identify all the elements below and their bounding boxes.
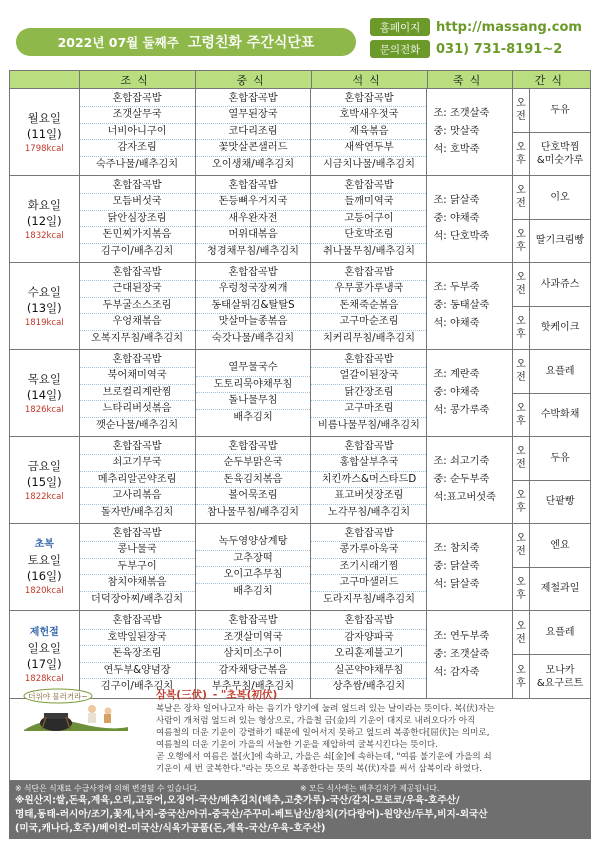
lunch-cell bbox=[196, 437, 312, 523]
snack-time-char: 오 bbox=[516, 141, 526, 153]
menu-item: 열무물국수 bbox=[196, 360, 311, 377]
menu-item: 혼합잡곡밥 bbox=[80, 613, 195, 630]
snack-am: 요플레 bbox=[530, 611, 590, 655]
menu-item: 녹두영양삼계탕 bbox=[196, 534, 311, 551]
menu-item: 혼합잡곡밥 bbox=[311, 526, 426, 543]
day-cell bbox=[10, 350, 80, 436]
snack-time-cell bbox=[513, 89, 530, 175]
day-date: (15일) bbox=[26, 475, 62, 489]
page-header bbox=[10, 12, 590, 68]
snack-time-am bbox=[513, 437, 529, 481]
snack-time-cell bbox=[513, 524, 530, 610]
snack-time-char: 오 bbox=[516, 576, 526, 588]
snack-time-pm bbox=[513, 568, 529, 611]
day-name: 일요일 bbox=[27, 640, 61, 655]
snack-time-char: 오 bbox=[516, 533, 526, 545]
snack-time-cell bbox=[513, 263, 530, 349]
snack-pm: 핫케이크 bbox=[540, 322, 580, 334]
porridge-item: 중: 조갯살죽 bbox=[433, 648, 490, 660]
day-row bbox=[10, 350, 590, 437]
menu-table bbox=[9, 70, 591, 699]
homepage-row bbox=[370, 18, 582, 36]
menu-item: 혼합잡곡밥 bbox=[80, 352, 195, 369]
menu-item: 부추무침/배추김치 bbox=[211, 681, 295, 693]
boknal-section bbox=[9, 683, 591, 781]
boknal-title: 삼복(三伏) - "초복(初伏) bbox=[156, 689, 278, 701]
porridge-cell bbox=[427, 350, 512, 436]
title-prefix: 2022년 07월 둘째주 bbox=[57, 35, 179, 50]
snack-time-char: 오 bbox=[516, 228, 526, 240]
snack-time-char: 전 bbox=[516, 633, 526, 645]
breakfast-cell bbox=[80, 89, 196, 175]
snack-time-am bbox=[513, 524, 529, 568]
col-breakfast: 조식 bbox=[80, 71, 196, 88]
menu-item: 도토리묵야채무침 bbox=[196, 377, 311, 394]
porridge-item: 석: 호박죽 bbox=[433, 144, 480, 155]
day-row bbox=[10, 263, 590, 350]
menu-item: 조갯살무국 bbox=[80, 107, 195, 124]
boknal-line-3: 여름철의 더운 기운이 강렬하기 때문에 일어서지 못하고 엎드려 복종한다[屈伏]는 의미로, bbox=[156, 728, 490, 738]
lunch-cell bbox=[196, 263, 312, 349]
menu-item: 쇠고기무국 bbox=[80, 455, 195, 472]
snack-time-pm bbox=[513, 481, 529, 524]
snack-time-char: 오 bbox=[516, 402, 526, 414]
menu-item: 오리훈제불고기 bbox=[311, 646, 426, 663]
snack-time-am bbox=[513, 611, 529, 655]
breakfast-cell bbox=[80, 263, 196, 349]
menu-item: 닭안심장조림 bbox=[80, 211, 195, 228]
note-kimchi: ※ 모든 식사에는 배추김치가 제공됩니다. bbox=[300, 784, 440, 793]
day-row bbox=[10, 524, 590, 611]
snack-pm: 딸기크림빵 bbox=[535, 235, 585, 247]
snack-am: 사과쥬스 bbox=[530, 263, 590, 307]
porridge-item: 조: 쇠고기죽 bbox=[433, 456, 490, 467]
day-row bbox=[10, 176, 590, 263]
menu-item: 숙갓나물/배추김치 bbox=[211, 332, 295, 344]
snack-time-pm bbox=[513, 220, 529, 263]
day-row bbox=[10, 437, 590, 524]
porridge-item: 석: 콩가루죽 bbox=[433, 405, 490, 416]
menu-item: 브로컬리계란찜 bbox=[80, 385, 195, 402]
menu-item: 혼합잡곡밥 bbox=[80, 439, 195, 456]
menu-item: 취나물무침/배추김치 bbox=[322, 245, 415, 257]
menu-item: 근대된장국 bbox=[80, 281, 195, 298]
menu-item: 메추리알곤약조림 bbox=[80, 472, 195, 489]
snack-time-am bbox=[513, 89, 529, 133]
page-title bbox=[16, 28, 356, 56]
day-date: (11일) bbox=[26, 127, 62, 141]
day-row bbox=[10, 89, 590, 176]
menu-item: 고사리볶음 bbox=[80, 488, 195, 505]
snack-cell bbox=[530, 89, 590, 175]
menu-item: 돈민찌가지볶음 bbox=[80, 227, 195, 244]
menu-item: 북어채미역국 bbox=[80, 368, 195, 385]
menu-item: 혼합잡곡밥 bbox=[311, 439, 426, 456]
day-kcal: 1826kcal bbox=[24, 405, 64, 415]
day-date: (16일) bbox=[26, 569, 62, 583]
day-cell bbox=[10, 437, 80, 523]
day-cell bbox=[10, 524, 80, 610]
day-date: (13일) bbox=[26, 301, 62, 315]
menu-item: 상추쌈/배추김치 bbox=[332, 681, 406, 693]
menu-item: 돈등뼈우거지국 bbox=[196, 194, 311, 211]
menu-item: 돌나물무침 bbox=[196, 393, 311, 410]
menu-item: 감자채당근볶음 bbox=[196, 663, 311, 680]
snack-time-char: 오 bbox=[516, 446, 526, 458]
snack-pm: 수박화채 bbox=[540, 409, 580, 421]
menu-item: 감자양파국 bbox=[311, 630, 426, 647]
day-name: 월요일 bbox=[27, 111, 61, 125]
porridge-item: 중: 야채죽 bbox=[433, 213, 480, 224]
porridge-cell bbox=[427, 176, 512, 262]
menu-item: 우엉채볶음 bbox=[80, 314, 195, 331]
snack-time-char: 전 bbox=[516, 111, 526, 123]
menu-header-row bbox=[10, 71, 590, 89]
menu-item: 순두부맑은국 bbox=[196, 455, 311, 472]
day-name: 화요일 bbox=[27, 198, 61, 212]
porridge-item: 조: 두부죽 bbox=[433, 282, 480, 293]
col-dinner: 석식 bbox=[312, 71, 428, 88]
day-date: (17일) bbox=[26, 656, 62, 671]
porridge-item: 중: 동태살죽 bbox=[433, 300, 490, 311]
menu-item: 표고버섯장조림 bbox=[311, 488, 426, 505]
menu-item: 두부구이 bbox=[80, 559, 195, 576]
menu-item: 실곤약야채무침 bbox=[311, 663, 426, 680]
snack-am: 이오 bbox=[530, 176, 590, 220]
snack-cell bbox=[530, 176, 590, 262]
dinner-cell bbox=[311, 263, 427, 349]
title-main: 고령친화 주간식단표 bbox=[187, 35, 315, 51]
porridge-item: 조: 닭살죽 bbox=[433, 195, 480, 206]
menu-item: 혼합잡곡밥 bbox=[196, 439, 311, 456]
menu-item: 배추김치 bbox=[233, 585, 273, 597]
day-name: 수요일 bbox=[27, 285, 61, 299]
porridge-item: 조: 조갯살죽 bbox=[433, 108, 490, 119]
menu-item: 꽃맛살콘샐러드 bbox=[196, 140, 311, 157]
porridge-item: 조: 계란죽 bbox=[433, 369, 480, 380]
homepage-link[interactable]: http://massang.com bbox=[436, 19, 582, 35]
snack-time-char: 후 bbox=[516, 589, 526, 601]
dinner-cell bbox=[311, 176, 427, 262]
menu-item: 혼합잡곡밥 bbox=[196, 613, 311, 630]
porridge-cell bbox=[427, 437, 512, 523]
menu-item: 조갯살미역국 bbox=[196, 630, 311, 647]
menu-item: 혼합잡곡밥 bbox=[311, 91, 426, 108]
menu-item: 느타리버섯볶음 bbox=[80, 401, 195, 418]
dinner-cell bbox=[311, 437, 427, 523]
menu-item: 혼합잡곡밥 bbox=[311, 613, 426, 630]
snack-time-am bbox=[513, 263, 529, 307]
col-lunch: 중식 bbox=[196, 71, 312, 88]
menu-item: 삼치미소구이 bbox=[196, 646, 311, 663]
menu-item: 혼합잡곡밥 bbox=[311, 352, 426, 369]
porridge-item: 석: 닭살죽 bbox=[433, 579, 480, 590]
snack-am: 두유 bbox=[530, 89, 590, 133]
menu-item: 혼합잡곡밥 bbox=[80, 91, 195, 108]
menu-item: 호박새우젓국 bbox=[311, 107, 426, 124]
day-kcal: 1819kcal bbox=[24, 318, 64, 328]
snack-pm: 단호박찜 &미숫가루 bbox=[536, 141, 584, 166]
snack-time-char: 후 bbox=[516, 241, 526, 253]
menu-item: 우무콩가루냉국 bbox=[311, 281, 426, 298]
snack-time-char: 후 bbox=[516, 415, 526, 427]
menu-item: 노각무침/배추김치 bbox=[327, 506, 411, 518]
snack-cell bbox=[530, 350, 590, 436]
porridge-item: 조: 참치죽 bbox=[433, 543, 480, 554]
menu-item: 콩나물국 bbox=[80, 542, 195, 559]
menu-item: 고구마샐러드 bbox=[311, 575, 426, 592]
porridge-item: 중: 야채죽 bbox=[433, 387, 480, 398]
snack-pm: 단팥빵 bbox=[545, 496, 575, 508]
snack-time-char: 전 bbox=[516, 198, 526, 210]
porridge-item: 석: 감자죽 bbox=[433, 666, 480, 678]
snack-am: 엔요 bbox=[530, 524, 590, 568]
porridge-cell bbox=[427, 524, 512, 610]
menu-item: 감자조림 bbox=[80, 140, 195, 157]
menu-item: 혼합잡곡밥 bbox=[196, 265, 311, 282]
day-name: 금요일 bbox=[27, 459, 61, 473]
menu-item: 시금치나물/배추김치 bbox=[322, 158, 415, 170]
snack-am: 두유 bbox=[530, 437, 590, 481]
notes-disclaimer bbox=[15, 783, 585, 794]
porridge-item: 중: 맛살죽 bbox=[433, 126, 480, 137]
col-porridge: 죽식 bbox=[428, 71, 513, 88]
menu-item: 치킨까스&머스타드D bbox=[311, 472, 426, 489]
snack-pm: 제철과일 bbox=[540, 583, 580, 595]
boknal-line-2: 사람이 개처럼 엎드려 있는 형상으로, 가을철 금(金)의 기운이 대지로 내려오다가 아직 bbox=[156, 716, 476, 726]
origin-line-3: (미국,캐나다,호주)/베이컨-미국산/식육가공품(돈,계육-국산/우육-호주산) bbox=[15, 823, 326, 834]
snack-cell bbox=[530, 263, 590, 349]
menu-item: 혼합잡곡밥 bbox=[311, 265, 426, 282]
phone-label: 문의전화 bbox=[370, 40, 430, 58]
menu-item: 혼합잡곡밥 bbox=[196, 91, 311, 108]
porridge-cell bbox=[427, 263, 512, 349]
menu-item: 조기시래기찜 bbox=[311, 559, 426, 576]
homepage-label: 홈페이지 bbox=[370, 18, 430, 36]
snack-time-cell bbox=[513, 176, 530, 262]
menu-item: 두부굴소스조림 bbox=[80, 298, 195, 315]
porridge-item: 중: 순두부죽 bbox=[433, 474, 490, 485]
dinner-cell bbox=[311, 524, 427, 610]
menu-item: 배추김치 bbox=[233, 411, 273, 423]
snack-time-pm bbox=[513, 133, 529, 176]
menu-item: 혼합잡곡밥 bbox=[80, 526, 195, 543]
porridge-item: 중: 닭살죽 bbox=[433, 561, 480, 572]
menu-item: 새우완자전 bbox=[196, 211, 311, 228]
menu-item: 코다리조림 bbox=[196, 124, 311, 141]
day-date: (14일) bbox=[26, 388, 62, 402]
menu-item: 오이고추무침 bbox=[196, 567, 311, 584]
boknal-banner-text: 더위야 물러거라~ bbox=[28, 692, 88, 701]
menu-item: 참치야채볶음 bbox=[80, 575, 195, 592]
menu-item: 모듬버섯국 bbox=[80, 194, 195, 211]
menu-item: 얼갈이된장국 bbox=[311, 368, 426, 385]
menu-item: 오복지무침/배추김치 bbox=[91, 332, 184, 344]
snack-time-char: 후 bbox=[516, 328, 526, 340]
snack-cell bbox=[530, 524, 590, 610]
snack-time-char: 오 bbox=[516, 98, 526, 110]
menu-item: 청경채무침/배추김치 bbox=[207, 245, 300, 257]
day-cell bbox=[10, 263, 80, 349]
menu-item: 고구마순조림 bbox=[311, 314, 426, 331]
menu-item: 김구이/배추김치 bbox=[100, 245, 174, 257]
porridge-item: 석:표고버섯죽 bbox=[433, 492, 496, 503]
menu-item: 열무된장국 bbox=[196, 107, 311, 124]
menu-item: 볼어묵조림 bbox=[196, 488, 311, 505]
day-cell bbox=[10, 176, 80, 262]
menu-item: 김구이/배추김치 bbox=[100, 681, 174, 693]
snack-time-pm bbox=[513, 394, 529, 437]
menu-item: 우렁청국장찌개 bbox=[196, 281, 311, 298]
boknal-line-1: 복날은 장차 일어나고자 하는 음기가 양기에 눌려 엎드려 있는 날이라는 뜻이다. 복(伏)자는 bbox=[156, 704, 495, 714]
snack-time-char: 후 bbox=[516, 502, 526, 514]
menu-item: 돈육김치볶음 bbox=[196, 472, 311, 489]
menu-item: 콩가루아욱국 bbox=[311, 542, 426, 559]
snack-time-cell bbox=[513, 350, 530, 436]
menu-item: 돈채죽순볶음 bbox=[311, 298, 426, 315]
menu-item: 오이생채/배추김치 bbox=[211, 158, 295, 170]
snack-time-am bbox=[513, 350, 529, 394]
menu-item: 혼합잡곡밥 bbox=[196, 178, 311, 195]
snack-time-char: 오 bbox=[516, 489, 526, 501]
dinner-cell bbox=[311, 89, 427, 175]
menu-item: 새싹연두부 bbox=[311, 140, 426, 157]
menu-item: 맛살마늘종볶음 bbox=[196, 314, 311, 331]
day-cell bbox=[10, 89, 80, 175]
menu-item: 너비아니구이 bbox=[80, 124, 195, 141]
boknal-line-6: 기운이 세 번 굴복한다."라는 뜻으로 복종한다는 뜻의 복(伏)자를 써서 삼복이라 하였다. bbox=[156, 764, 482, 774]
boknal-illustration bbox=[18, 687, 130, 731]
phone-number: 031) 731-8191~2 bbox=[436, 41, 563, 57]
menu-item: 돌자반/배추김치 bbox=[100, 506, 174, 518]
origin-line-2: 명태,동태-러시아/조기,꽃게,낙지-중국산/아귀-중국산/주꾸미-베트남산/참치(가다랑어)-원양산/두부,비지-외국산 bbox=[15, 809, 488, 820]
snack-time-char: 후 bbox=[516, 154, 526, 166]
menu-item: 단호박조림 bbox=[311, 227, 426, 244]
porridge-cell bbox=[427, 89, 512, 175]
day-kcal: 1832kcal bbox=[24, 231, 64, 241]
notes-section bbox=[9, 781, 591, 839]
snack-time-cell bbox=[513, 437, 530, 523]
snack-am: 요플레 bbox=[530, 350, 590, 394]
boknal-line-4: 여름철의 더운 기운이 가을의 서늘한 기운을 제압하여 굴복시킨다는 뜻이다. bbox=[156, 740, 438, 750]
menu-item: 혼합잡곡밥 bbox=[80, 265, 195, 282]
menu-item: 숙주나물/배추김치 bbox=[95, 158, 179, 170]
day-name: 목요일 bbox=[27, 372, 61, 386]
snack-time-char: 오 bbox=[516, 359, 526, 371]
menu-item: 깻순나물/배추김치 bbox=[95, 419, 179, 431]
snack-time-char: 후 bbox=[516, 677, 526, 689]
lunch-cell bbox=[196, 350, 312, 436]
day-kcal: 1828kcal bbox=[24, 673, 64, 684]
snack-time-char: 전 bbox=[516, 285, 526, 297]
menu-item: 호박잎된장국 bbox=[80, 630, 195, 647]
porridge-item: 석: 단호박죽 bbox=[433, 231, 490, 242]
note-change: ※ 식단은 식재료 수급사정에 의해 변경될 수 있습니다. bbox=[15, 784, 200, 793]
menu-item: 고구마조림 bbox=[311, 401, 426, 418]
breakfast-cell bbox=[80, 524, 196, 610]
col-snack: 간식 bbox=[534, 73, 568, 87]
menu-item: 혼합잡곡밥 bbox=[80, 178, 195, 195]
holiday-label: 초복 bbox=[34, 539, 54, 550]
snack-time-pm bbox=[513, 307, 529, 350]
menu-item: 머위대볶음 bbox=[196, 227, 311, 244]
menu-item: 치커리무침/배추김치 bbox=[322, 332, 415, 344]
menu-item: 연두부&양념장 bbox=[80, 663, 195, 680]
snack-time-char: 오 bbox=[516, 185, 526, 197]
snack-time-char: 오 bbox=[516, 664, 526, 676]
day-date: (12일) bbox=[26, 214, 62, 228]
holiday-label: 제헌절 bbox=[29, 626, 59, 638]
snack-time-am bbox=[513, 176, 529, 220]
menu-item: 비름나물무침/배추김치 bbox=[318, 419, 420, 431]
snack-time-char: 전 bbox=[516, 546, 526, 558]
snack-time-char: 오 bbox=[516, 272, 526, 284]
menu-item: 닭간장조림 bbox=[311, 385, 426, 402]
menu-item: 더덕장아찌/배추김치 bbox=[91, 593, 184, 605]
origin-line-1: ※원산지:쌀,돈육,계육,오리,고등어,오징어-국산/배추김치(배추,고춧가루)-국산/갈치-모로코/우육-호주산/ bbox=[15, 795, 460, 806]
boknal-line-5: 곧 오행에서 여름은 불[火]에 속하고, 가을은 쇠[金]에 속하는데, "여름 불기운에 가을의 쇠 bbox=[156, 752, 492, 762]
breakfast-cell bbox=[80, 350, 196, 436]
porridge-item: 석: 야채죽 bbox=[433, 318, 480, 329]
menu-item: 고등어구이 bbox=[311, 211, 426, 228]
breakfast-cell bbox=[80, 176, 196, 262]
menu-item: 도라지무침/배추김치 bbox=[322, 593, 415, 605]
day-kcal: 1798kcal bbox=[24, 144, 64, 154]
col-day bbox=[10, 71, 80, 88]
snack-time-char: 전 bbox=[516, 459, 526, 471]
lunch-cell bbox=[196, 89, 312, 175]
menu-item: 혼합잡곡밥 bbox=[311, 178, 426, 195]
snack-pm: 모나카 &요구르트 bbox=[536, 664, 584, 689]
dinner-cell bbox=[311, 350, 427, 436]
snack-time-char: 오 bbox=[516, 620, 526, 632]
snack-cell bbox=[530, 437, 590, 523]
breakfast-cell bbox=[80, 437, 196, 523]
phone-row bbox=[370, 40, 562, 58]
lunch-cell bbox=[196, 524, 312, 610]
day-kcal: 1820kcal bbox=[24, 586, 64, 596]
menu-item: 들깨미역국 bbox=[311, 194, 426, 211]
menu-item: 제육볶음 bbox=[311, 124, 426, 141]
snack-time-char: 오 bbox=[516, 315, 526, 327]
menu-item: 돈육장조림 bbox=[80, 646, 195, 663]
menu-item: 참나물무침/배추김치 bbox=[207, 506, 300, 518]
menu-item: 동태살튀김&탈탈S bbox=[196, 298, 311, 315]
day-kcal: 1822kcal bbox=[24, 492, 64, 502]
menu-item: 홍합살부추국 bbox=[311, 455, 426, 472]
lunch-cell bbox=[196, 176, 312, 262]
menu-item: 고추장떡 bbox=[196, 551, 311, 568]
day-name: 토요일 bbox=[27, 553, 61, 567]
snack-time-char: 전 bbox=[516, 372, 526, 384]
porridge-item: 조: 연두부죽 bbox=[433, 630, 490, 642]
